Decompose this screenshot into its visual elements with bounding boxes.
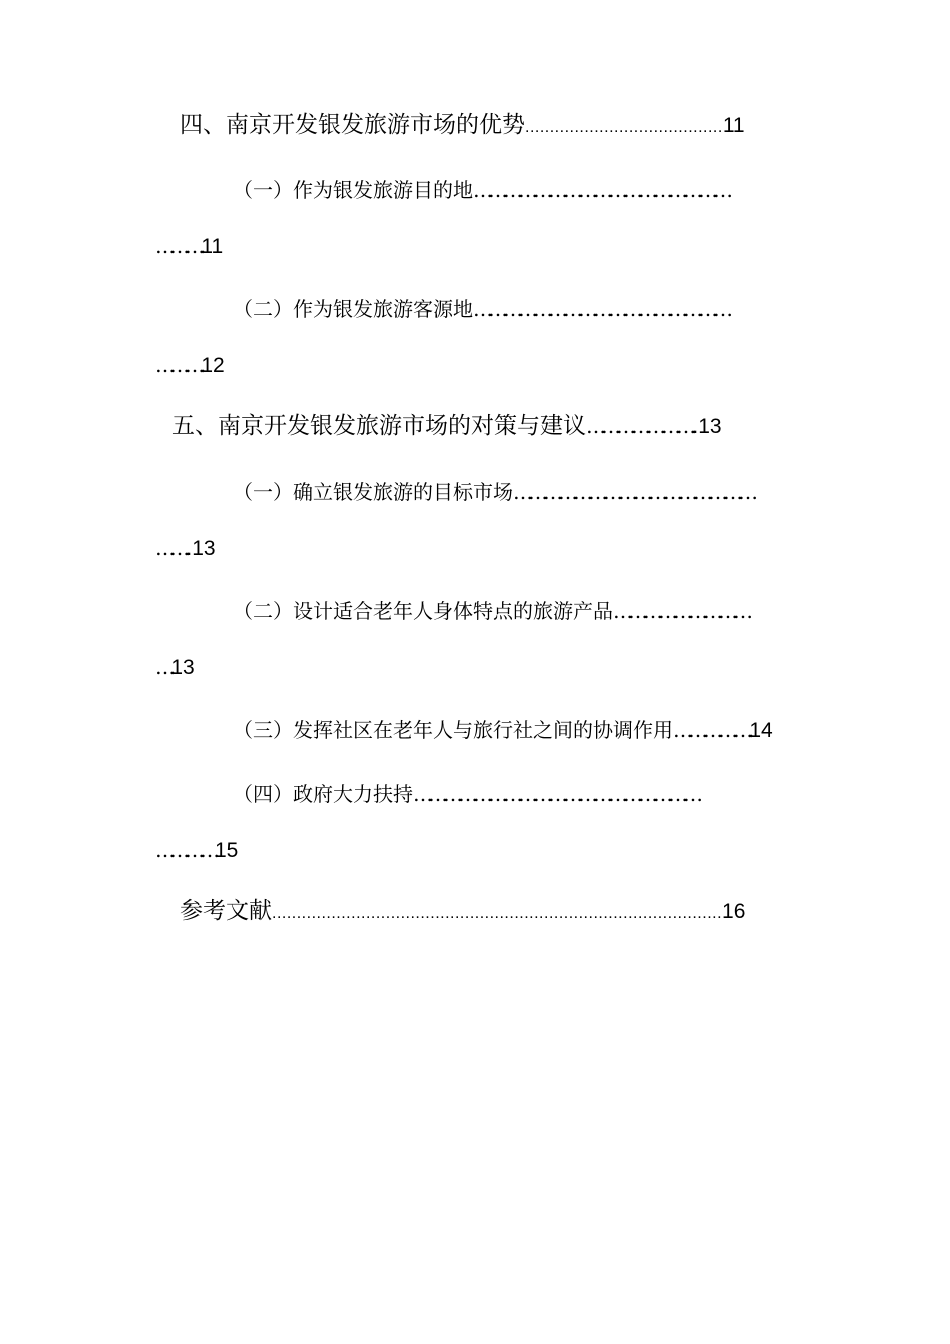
toc-entry-title: （四）政府大力扶持 bbox=[233, 782, 413, 806]
toc-page-number: .13 bbox=[186, 537, 216, 560]
toc-entry-section-5[interactable] bbox=[172, 415, 722, 438]
toc-leader-dots: ........................................ bbox=[525, 119, 723, 136]
toc-entry-title: （三）发挥社区在老年人与旅行社之间的协调作用 bbox=[233, 718, 673, 742]
toc-leader-dots: …………………………………………… bbox=[473, 178, 728, 202]
toc-entry-title: （一）确立银发旅游的目标市场 bbox=[233, 480, 513, 504]
toc-leader-dots: ………. bbox=[155, 234, 202, 258]
toc-leader-dots: …………………………………………… bbox=[473, 297, 728, 321]
toc-entry-section-4-1[interactable] bbox=[233, 180, 728, 201]
toc-page-number: 12 bbox=[201, 354, 225, 377]
toc-entry-title: （一）作为银发旅游目的地 bbox=[233, 178, 473, 202]
toc-entry-title: 四、南京开发银发旅游市场的优势 bbox=[180, 112, 525, 138]
toc-leader-dots: ……. bbox=[155, 536, 187, 560]
toc-page-number: 16 bbox=[722, 900, 746, 923]
toc-entry-section-5-4[interactable] bbox=[233, 784, 698, 805]
toc-page-number: 11 bbox=[722, 114, 745, 137]
toc-entry-section-5-2[interactable] bbox=[233, 601, 748, 622]
toc-leader-dots: ………………………………………… bbox=[513, 480, 753, 504]
toc-entry-title: （二）作为银发旅游客源地 bbox=[233, 297, 473, 321]
toc-entry-section-5-1[interactable] bbox=[233, 482, 753, 503]
toc-entry-section-4[interactable] bbox=[180, 114, 745, 137]
toc-entry-section-5-2-continuation bbox=[155, 657, 195, 678]
toc-leader-dots: ………………………………………………… bbox=[413, 782, 698, 806]
toc-page-number: 14 bbox=[749, 719, 773, 742]
toc-entry-title: （二）设计适合老年人身体特点的旅游产品 bbox=[233, 599, 613, 623]
toc-entry-section-5-3[interactable] bbox=[233, 720, 773, 741]
toc-page-number: 13 bbox=[171, 656, 195, 679]
toc-entry-section-4-2-continuation bbox=[155, 355, 225, 376]
toc-leader-dots: ………. bbox=[155, 353, 202, 377]
toc-entry-title: 参考文献 bbox=[180, 898, 272, 924]
toc-entry-title: 五、南京开发银发旅游市场的对策与建议 bbox=[172, 413, 586, 439]
toc-entry-section-5-4-continuation bbox=[155, 840, 238, 861]
toc-entry-references[interactable] bbox=[180, 900, 745, 923]
toc-page-number: 15 bbox=[215, 839, 239, 862]
toc-leader-dots: ………… bbox=[155, 838, 215, 862]
toc-page-number: 11 bbox=[201, 235, 224, 258]
toc-leader-dots: ........................................................................................... bbox=[272, 905, 723, 922]
toc-leader-dots: …………………. bbox=[586, 414, 693, 438]
toc-leader-dots: ……………………… bbox=[613, 599, 748, 623]
toc-entry-section-4-1-continuation bbox=[155, 236, 223, 257]
toc-page-number: .13 bbox=[692, 415, 722, 438]
toc-entry-section-4-2[interactable] bbox=[233, 299, 728, 320]
toc-entry-section-5-1-continuation bbox=[155, 538, 216, 559]
toc-leader-dots: ……………. bbox=[673, 718, 750, 742]
toc-leader-dots: …. bbox=[155, 655, 172, 679]
